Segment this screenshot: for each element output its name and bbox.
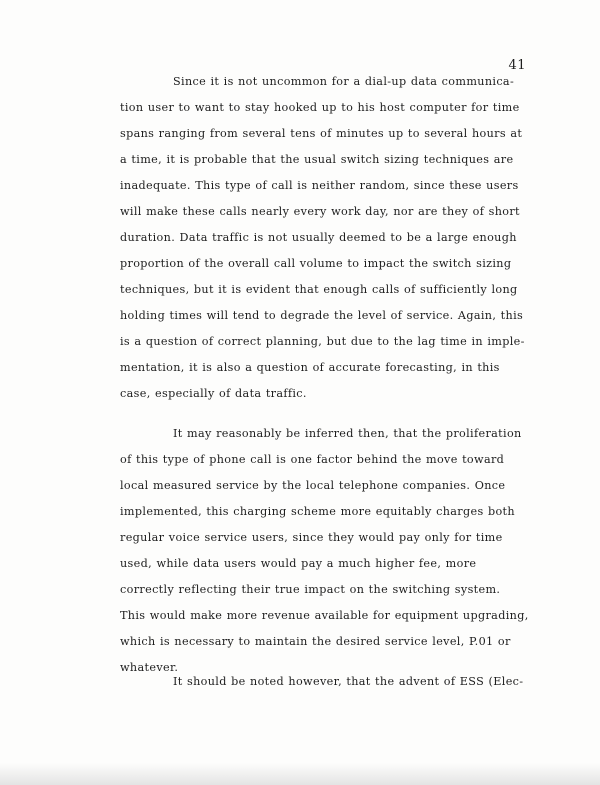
- text-line: used, while data users would pay a much higher fee, more: [120, 557, 477, 570]
- text-line: tion user to want to stay hooked up to his host computer for time: [120, 101, 520, 114]
- text-line: of this type of phone call is one factor behind the move toward: [120, 453, 505, 466]
- text-line: holding times will tend to degrade the level of service. Again, this: [120, 309, 524, 322]
- text-line: duration. Data traffic is not usually deemed to be a large enough: [120, 231, 517, 244]
- text-line: inadequate. This type of call is neither random, since these users: [120, 179, 519, 192]
- text-line: techniques, but it is evident that enough calls of sufficiently long: [120, 283, 518, 296]
- scan-edge-shadow: [0, 763, 600, 785]
- text-line: It may reasonably be inferred then, that the proliferation: [173, 427, 522, 440]
- text-line: Since it is not uncommon for a dial-up data communica-: [173, 75, 515, 88]
- text-line: implemented, this charging scheme more equitably charges both: [120, 505, 515, 518]
- page-number: 41: [508, 58, 526, 73]
- text-line: This would make more revenue available for equipment upgrading,: [120, 609, 529, 622]
- text-line: is a question of correct planning, but due to the lag time in imple-: [120, 335, 525, 348]
- text-line: which is necessary to maintain the desired service level, P.01 or: [120, 635, 511, 648]
- text-line: It should be noted however, that the advent of ESS (Elec-: [173, 675, 524, 688]
- text-line: case, especially of data traffic.: [120, 387, 307, 400]
- text-line: a time, it is probable that the usual switch sizing techniques are: [120, 153, 514, 166]
- text-line: regular voice service users, since they would pay only for time: [120, 531, 503, 544]
- text-line: will make these calls nearly every work day, nor are they of short: [120, 205, 520, 218]
- text-line: whatever.: [120, 661, 179, 674]
- text-line: mentation, it is also a question of accurate forecasting, in this: [120, 361, 500, 374]
- text-line: proportion of the overall call volume to impact the switch sizing: [120, 257, 512, 270]
- text-line: local measured service by the local telephone companies. Once: [120, 479, 506, 492]
- text-line: spans ranging from several tens of minutes up to several hours at: [120, 127, 523, 140]
- text-line: correctly reflecting their true impact on the switching system.: [120, 583, 501, 596]
